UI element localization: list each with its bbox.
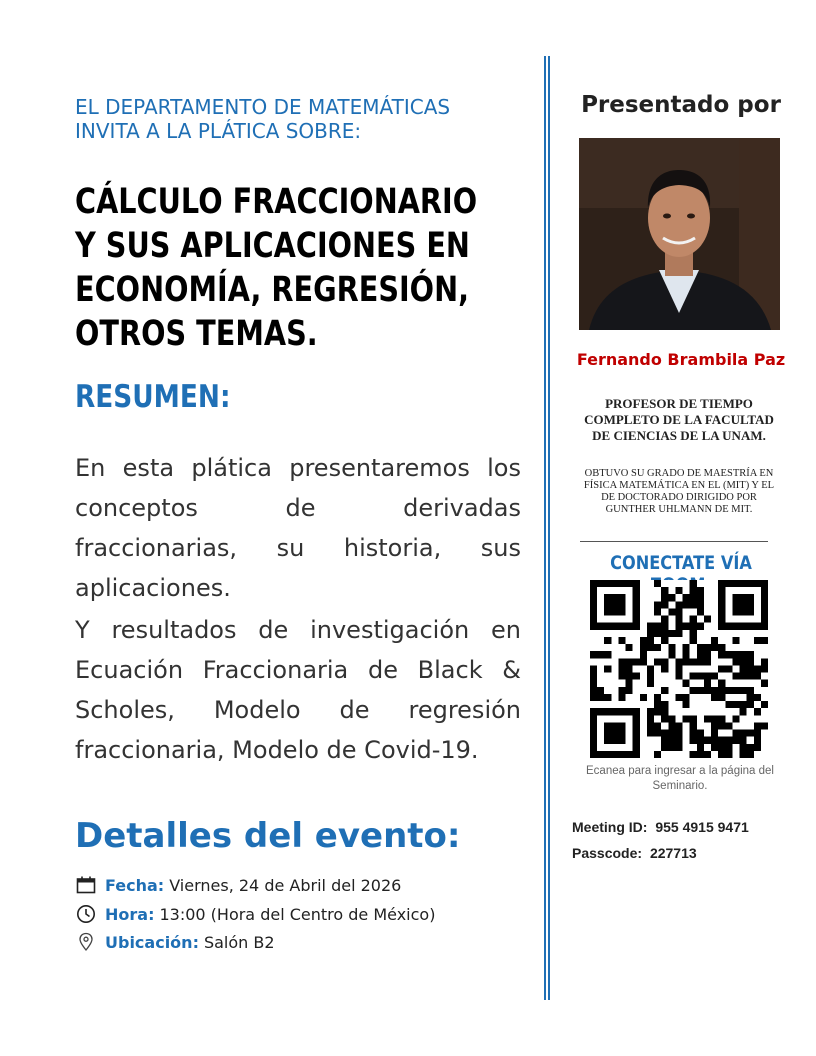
- talk-title: [75, 180, 478, 356]
- speaker-degrees: OBTUVO SU GRADO DE MAESTRÍA EN FÍSICA MATEMÁTICA EN EL (MIT) Y EL DE DOCTORADO DIRIGIDO POR GUNTHER UHLMANN DE MIT.: [583, 468, 775, 515]
- meeting-id-value: 955 4915 9471: [655, 819, 749, 835]
- location-value: Salón B2: [203, 932, 275, 952]
- summary-heading: RESUMEN:: [75, 379, 231, 415]
- presented-by-heading: Presentado por: [581, 92, 781, 118]
- date-label: Fecha:: [105, 875, 165, 895]
- meeting-id-row: [572, 819, 749, 835]
- time-value: 13:00 (Hora del Centro de México): [159, 904, 436, 924]
- time-label: Hora:: [105, 904, 155, 924]
- summary-paragraph-1: En esta plática presentaremos los conceptos de derivadas fraccionarias, su historia, sus aplicaciones.: [75, 454, 521, 602]
- date-value: Viernes, 24 de Abril del 2026: [169, 875, 402, 895]
- location-label: Ubicación:: [105, 932, 199, 952]
- passcode-row: [572, 845, 697, 861]
- speaker-name: Fernando Brambila Paz: [576, 350, 786, 369]
- title-line: Y SUS APLICACIONES EN: [75, 226, 470, 266]
- speaker-position: PROFESOR DE TIEMPO COMPLETO DE LA FACULTAD DE CIENCIAS DE LA UNAM.: [584, 396, 774, 443]
- clock-icon: [75, 904, 97, 924]
- speaker-photo: [579, 138, 780, 330]
- title-line: ECONOMÍA, REGRESIÓN,: [75, 270, 469, 310]
- vertical-divider: [544, 56, 550, 1000]
- zoom-heading: CONECTATE VÍA: [610, 552, 752, 574]
- calendar-icon: [75, 875, 97, 895]
- meeting-id-label: Meeting ID:: [572, 819, 648, 835]
- horizontal-divider: [580, 541, 768, 542]
- intro-text: EL DEPARTAMENTO DE MATEMÁTICAS INVITA A LA PLÁTICA SOBRE:: [75, 95, 451, 143]
- summary-paragraph-2: Y resultados de investigación en Ecuación Fraccionaria de Black & Scholes, Modelo de regresión fraccionaria, Modelo de Covid-19.: [75, 616, 521, 764]
- event-date-row: [75, 872, 401, 898]
- title-line: OTROS TEMAS.: [75, 314, 318, 354]
- event-details-heading: Detalles del evento:: [75, 816, 461, 856]
- location-pin-icon: [75, 932, 97, 952]
- title-line: CÁLCULO FRACCIONARIO: [75, 182, 478, 222]
- event-location-row: [75, 929, 275, 955]
- passcode-value: 227713: [649, 845, 697, 861]
- zoom-qr-code[interactable]: [590, 580, 768, 758]
- event-time-row: [75, 901, 435, 927]
- scan-instructions: Ecanea para ingresar a la página del Seminario.: [586, 765, 774, 792]
- passcode-label: Passcode:: [572, 845, 643, 861]
